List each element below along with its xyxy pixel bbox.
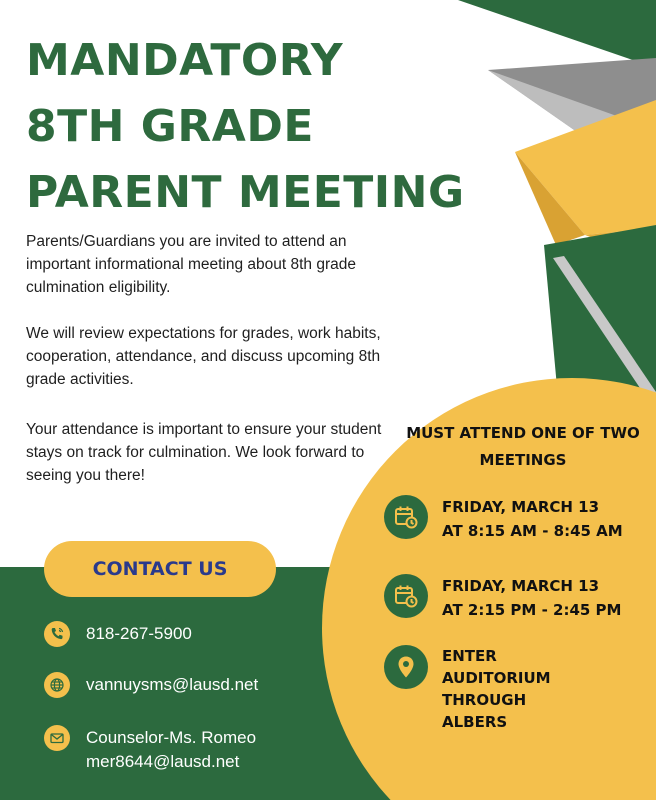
meeting-1-details: [442, 495, 623, 543]
globe-icon: [44, 672, 70, 698]
location-line-2: AUDITORIUM: [442, 669, 551, 687]
counselor-contact: [86, 726, 256, 774]
contact-phone[interactable]: [44, 622, 192, 647]
location-line-4: ALBERS: [442, 713, 508, 731]
intro-paragraph: Parents/Guardians you are invited to attend an important informational meeting about 8th grade culmination eligibility.: [26, 233, 357, 296]
calendar-clock-icon: [384, 574, 428, 618]
attendance-paragraph: Your attendance is important to ensure your student stays on track for culmination. We look forward to seeing you there!: [26, 421, 382, 484]
contact-email[interactable]: [44, 726, 256, 774]
title-line-3: PARENT MEETING: [26, 167, 465, 218]
meeting-1-date: FRIDAY, MARCH 13: [442, 498, 600, 516]
location-line-1: ENTER: [442, 647, 497, 665]
meetings-heading: MUST ATTEND ONE OF TWO MEETINGS: [406, 424, 640, 469]
ribbon-green-top: [458, 0, 656, 68]
meeting-1-time: AT 8:15 AM - 8:45 AM: [442, 522, 623, 540]
contact-us-button[interactable]: CONTACT US: [44, 541, 276, 597]
location-line-3: THROUGH: [442, 691, 527, 709]
title-line-1: MANDATORY: [26, 35, 344, 86]
contact-website[interactable]: [44, 673, 258, 698]
meeting-2-details: [442, 574, 621, 622]
meeting-2-date: FRIDAY, MARCH 13: [442, 577, 600, 595]
meeting-2-time: AT 2:15 PM - 2:45 PM: [442, 601, 622, 619]
meeting-2: [384, 574, 621, 622]
phone-icon: [44, 621, 70, 647]
location-text: [442, 645, 551, 733]
map-pin-icon: [384, 645, 428, 689]
counselor-name: Counselor-Ms. Romeo: [86, 728, 257, 747]
review-paragraph: We will review expectations for grades, work habits, cooperation, attendance, and discuss upcoming 8th grade activities.: [26, 325, 381, 388]
website-address: vannuysms@lausd.net: [86, 675, 259, 694]
envelope-icon: [44, 725, 70, 751]
phone-number: 818-267-5900: [86, 624, 192, 643]
page-title: [26, 28, 465, 226]
meeting-1: [384, 495, 623, 543]
meeting-location: [384, 645, 551, 733]
counselor-email: mer8644@lausd.net: [86, 752, 240, 771]
title-line-2: 8TH GRADE: [26, 101, 314, 152]
calendar-clock-icon: [384, 495, 428, 539]
